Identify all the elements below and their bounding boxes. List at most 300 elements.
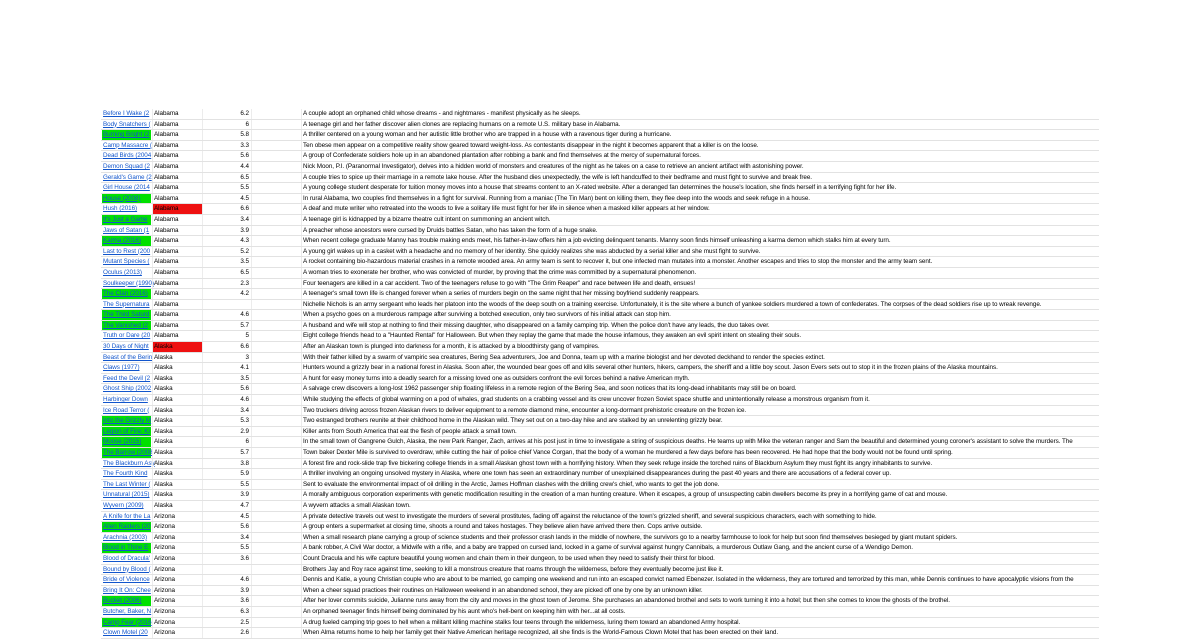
state-cell[interactable]: Alabama	[152, 130, 202, 140]
empty-cell[interactable]	[251, 300, 301, 310]
table-row[interactable]	[101, 628, 1099, 639]
rating-cell[interactable]: 4.5	[202, 194, 251, 204]
rating-cell[interactable]: 5.6	[202, 384, 251, 394]
empty-cell[interactable]	[251, 628, 301, 638]
state-cell[interactable]: Arizona	[152, 554, 202, 564]
table-row[interactable]	[101, 342, 1099, 353]
movie-title-link[interactable]: Blood of Dracula'	[103, 554, 150, 562]
table-row[interactable]	[101, 596, 1099, 607]
state-cell[interactable]: Alaska	[152, 374, 202, 384]
state-cell[interactable]: Arizona	[152, 512, 202, 522]
state-cell[interactable]: Alabama	[152, 162, 202, 172]
state-cell[interactable]: Arizona	[152, 607, 202, 617]
description-cell[interactable]: Killer ants from South America that eat the flesh of people attack a small town.	[301, 427, 1099, 437]
empty-cell[interactable]	[251, 490, 301, 500]
state-cell[interactable]: Alabama	[152, 226, 202, 236]
empty-cell[interactable]	[251, 459, 301, 469]
empty-cell[interactable]	[251, 406, 301, 416]
empty-cell[interactable]	[251, 310, 301, 320]
state-cell[interactable]: Alabama	[152, 141, 202, 151]
rating-cell[interactable]: 4.6	[202, 395, 251, 405]
description-cell[interactable]: Two estranged brothers reunite at their childhood home in the Alaskan wild. They set out on a two-day hike and are stalked by an unrelenting grizzly bear.	[301, 416, 1099, 426]
empty-cell[interactable]	[251, 130, 301, 140]
rating-cell[interactable]: 3.4	[202, 215, 251, 225]
description-cell[interactable]: After an Alaskan town is plunged into darkness for a month, it is attacked by a bloodthirsty gang of vampires.	[301, 342, 1099, 352]
rating-cell[interactable]: 4.6	[202, 575, 251, 585]
description-cell[interactable]: After her lover commits suicide, Julianne runs away from the city and moves in the ghost town of Jerome. She purchases an abandoned brothel and sets to work turning it into a hotel; but then she comes to know the ghosts of the brothel.	[301, 596, 1099, 606]
description-cell[interactable]: In the small town of Gangrene Gulch, Alaska, the new Park Ranger, Zach, arrives at his post just in time to investigate a string of suspicious deaths. He teams up with Mike the veteran ranger and Sam the beautiful and determined young coroner's assistant to solve the murders. The	[301, 437, 1099, 447]
rating-cell[interactable]: 5.9	[202, 469, 251, 479]
state-cell[interactable]: Alabama	[152, 120, 202, 130]
empty-cell[interactable]	[251, 448, 301, 458]
movie-title-link[interactable]: Mutant Species (	[103, 258, 150, 266]
state-cell[interactable]: Arizona	[152, 565, 202, 575]
empty-cell[interactable]	[251, 596, 301, 606]
description-cell[interactable]: A husband and wife will stop at nothing to find their missing daughter, who disappeared on a family camping trip. When the police don't have any leads, the duo takes over.	[301, 321, 1099, 331]
table-row[interactable]	[101, 162, 1099, 173]
empty-cell[interactable]	[251, 183, 301, 193]
description-cell[interactable]: A hunt for easy money turns into a deadly search for a missing loved one as outsiders confront the evil forces behind a native American myth.	[301, 374, 1099, 384]
empty-cell[interactable]	[251, 480, 301, 490]
empty-cell[interactable]	[251, 501, 301, 511]
empty-cell[interactable]	[251, 607, 301, 617]
state-cell[interactable]: Alaska	[152, 448, 202, 458]
movie-title-link[interactable]: Hush (2016)	[103, 205, 138, 213]
state-cell[interactable]: Alaska	[152, 459, 202, 469]
movie-title-link[interactable]: Ice Road Terror (	[103, 406, 150, 414]
movie-title-link[interactable]: Burning Bright (2	[103, 131, 150, 139]
empty-cell[interactable]	[251, 533, 301, 543]
table-row[interactable]	[101, 141, 1099, 152]
table-row[interactable]	[101, 279, 1099, 290]
description-cell[interactable]: When recent college graduate Manny has trouble making ends meet, his father-in-law offers him a job evicting delinquent tenants. Manny soon finds himself unleashing a karma demon which stalks him at every turn.	[301, 236, 1099, 246]
state-cell[interactable]: Alaska	[152, 490, 202, 500]
table-row[interactable]	[101, 384, 1099, 395]
rating-cell[interactable]: 6	[202, 120, 251, 130]
description-cell[interactable]: Brothers Jay and Roy race against time, seeking to kill a monstrous creature that roams through the wilderness, before they eventually become just like it.	[301, 565, 1099, 575]
description-cell[interactable]: In rural Alabama, two couples find themselves in a fight for survival. Running from a maniac (The Tin Man) bent on killing them, they flee deep into the woods and seek refuge in a house.	[301, 194, 1099, 204]
table-row[interactable]	[101, 480, 1099, 491]
description-cell[interactable]: A bank robber, A Civil War doctor, a Midwife with a rifle, and a baby are trapped on cursed land, locked in a game of survival against hungry Cannibals, a murderous Outlaw Gang, and the ancient curse of a Wendigo Demon.	[301, 543, 1099, 553]
table-row[interactable]	[101, 109, 1099, 120]
movie-title-link[interactable]: 30 Days of Night	[103, 343, 149, 351]
rating-cell[interactable]: 4.3	[202, 236, 251, 246]
rating-cell[interactable]: 5.8	[202, 130, 251, 140]
state-cell[interactable]: Alaska	[152, 363, 202, 373]
movie-title-link[interactable]: The Vanished (2	[102, 321, 151, 331]
rating-cell[interactable]: 5.3	[202, 416, 251, 426]
description-cell[interactable]: Four teenagers are killed in a car accident. Two of the teenagers refuse to go with "The Grim Reaper" and race between life and death, ensues!	[301, 279, 1099, 289]
table-row[interactable]	[101, 607, 1099, 618]
table-row[interactable]	[101, 236, 1099, 247]
empty-cell[interactable]	[251, 427, 301, 437]
rating-cell[interactable]: 6.6	[202, 204, 251, 214]
description-cell[interactable]: Sent to evaluate the environmental impact of oil drilling in the Arctic, James Hoffman clashes with the drilling crew's chief, who wants to get the job done.	[301, 480, 1099, 490]
empty-cell[interactable]	[251, 575, 301, 585]
movie-title-link[interactable]: Arachnia (2003)	[103, 533, 148, 541]
rating-cell[interactable]: 6.2	[202, 109, 251, 119]
movie-title-link[interactable]: The Blackburn Asy	[103, 459, 155, 467]
state-cell[interactable]: Alabama	[152, 300, 202, 310]
spreadsheet-grid[interactable]	[101, 109, 1099, 637]
state-cell[interactable]: Alaska	[152, 384, 202, 394]
rating-cell[interactable]: 2.3	[202, 279, 251, 289]
table-row[interactable]	[101, 469, 1099, 480]
description-cell[interactable]: A wyvern attacks a small Alaskan town.	[301, 501, 1099, 511]
description-cell[interactable]: Hunters wound a grizzly bear in a national forest in Alaska. Soon after, the wounded bear goes off and kills several other hunters, hikers, campers, the sheriff and a little boy scout. Jason Evers sets out to stop it in the frozen plains of the Alaska mountains.	[301, 363, 1099, 373]
state-cell[interactable]: Alabama	[152, 331, 202, 341]
movie-title-link[interactable]: Camp Fear (2016	[103, 618, 152, 626]
movie-title-link[interactable]: Gerald's Game (2	[103, 173, 152, 181]
movie-title-link[interactable]: Bring It On: Chee	[103, 586, 151, 594]
table-row[interactable]	[101, 416, 1099, 427]
description-cell[interactable]: A rocket containing bio-hazardous material crashes in a remote wooded area. An army team is sent to recover it, but one infected man mutates into a monster. Another escapes and tries to stop the monster and the army team sent.	[301, 257, 1099, 267]
table-row[interactable]	[101, 512, 1099, 523]
table-row[interactable]	[101, 173, 1099, 184]
table-row[interactable]	[101, 586, 1099, 597]
state-cell[interactable]: Alaska	[152, 406, 202, 416]
table-row[interactable]	[101, 427, 1099, 438]
empty-cell[interactable]	[251, 469, 301, 479]
empty-cell[interactable]	[251, 363, 301, 373]
rating-cell[interactable]: 4.6	[202, 310, 251, 320]
table-row[interactable]	[101, 395, 1099, 406]
movie-title-link[interactable]: Harbinger Down	[103, 396, 148, 404]
table-row[interactable]	[101, 374, 1099, 385]
state-cell[interactable]: Alabama	[152, 279, 202, 289]
empty-cell[interactable]	[251, 618, 301, 628]
state-cell[interactable]: Alabama	[152, 183, 202, 193]
movie-title-link[interactable]: Wyvern (2009)	[103, 501, 144, 509]
rating-cell[interactable]: 5.6	[202, 522, 251, 532]
empty-cell[interactable]	[251, 512, 301, 522]
empty-cell[interactable]	[251, 204, 301, 214]
rating-cell[interactable]: 3.5	[202, 257, 251, 267]
movie-title-link[interactable]: The Clan (2016)	[102, 289, 151, 299]
description-cell[interactable]: A teenager's small town life is changed forever when a series of murders begin on the same night that her missing boyfriend suddenly reappears.	[301, 289, 1099, 299]
description-cell[interactable]: When Alma returns home to help her family get their Native American heritage recognized, all she finds is the World-Famous Clown Motel that has been erected on their land.	[301, 628, 1099, 638]
rating-cell[interactable]: 2.5	[202, 618, 251, 628]
rating-cell[interactable]: 3.8	[202, 459, 251, 469]
rating-cell[interactable]: 2.6	[202, 628, 251, 638]
empty-cell[interactable]	[251, 522, 301, 532]
description-cell[interactable]: Ten obese men appear on a competitive reality show geared toward weight-loss. As contestants disappear in the night it becomes apparent that a killer is on the loose.	[301, 141, 1099, 151]
description-cell[interactable]: Two truckers driving across frozen Alaskan rivers to deliver equipment to a remote diamond mine, encounter a long-dormant prehistoric creature on the frozen ice.	[301, 406, 1099, 416]
rating-cell[interactable]: 4.4	[202, 162, 251, 172]
empty-cell[interactable]	[251, 565, 301, 575]
table-row[interactable]	[101, 522, 1099, 533]
empty-cell[interactable]	[251, 289, 301, 299]
movie-title-link[interactable]: The Last Winter (	[103, 480, 151, 488]
state-cell[interactable]: Alabama	[152, 236, 202, 246]
empty-cell[interactable]	[251, 247, 301, 257]
empty-cell[interactable]	[251, 226, 301, 236]
empty-cell[interactable]	[251, 141, 301, 151]
rating-cell[interactable]: 6.5	[202, 268, 251, 278]
description-cell[interactable]: Count Dracula and his wife capture beautiful young women and chain them in their dungeon, to be used when they need to satisfy their thirst for blood.	[301, 554, 1099, 564]
movie-title-link[interactable]: Dead Birds (2004	[103, 152, 152, 160]
empty-cell[interactable]	[251, 543, 301, 553]
movie-title-link[interactable]: Into the Grizzly M	[103, 417, 152, 425]
state-cell[interactable]: Alaska	[152, 342, 202, 352]
movie-title-link[interactable]: Unnatural (2015)	[103, 491, 150, 499]
empty-cell[interactable]	[251, 395, 301, 405]
state-cell[interactable]: Arizona	[152, 586, 202, 596]
movie-title-link[interactable]: A Knife for the La	[103, 512, 151, 520]
movie-title-link[interactable]: Alien Raiders (20	[103, 523, 151, 531]
rating-cell[interactable]	[202, 565, 251, 575]
table-row[interactable]	[101, 363, 1099, 374]
state-cell[interactable]: Alabama	[152, 321, 202, 331]
table-row[interactable]	[101, 247, 1099, 258]
rating-cell[interactable]	[202, 300, 251, 310]
movie-title-link[interactable]: Last to Rest (200	[103, 247, 151, 255]
description-cell[interactable]: Nichelle Nichols is an army sergeant who leads her platoon into the woods of the deep south on a training exercise. Unfortunately, it is the site where a bunch of yankee soldiers murdered a town of confederates. The corpses of the dead soldiers rise up to wreak revenge.	[301, 300, 1099, 310]
movie-title-link[interactable]: Body Snatchers (	[103, 120, 151, 128]
empty-cell[interactable]	[251, 162, 301, 172]
state-cell[interactable]: Arizona	[152, 596, 202, 606]
rating-cell[interactable]: 4.2	[202, 289, 251, 299]
description-cell[interactable]: A couple tries to spice up their marriage in a remote lake house. After the husband dies unexpectedly, the wife is left handcuffed to their bedframe and must fight to survive and break free.	[301, 173, 1099, 183]
empty-cell[interactable]	[251, 416, 301, 426]
table-row[interactable]	[101, 130, 1099, 141]
rating-cell[interactable]: 6.3	[202, 607, 251, 617]
description-cell[interactable]: A group enters a supermarket at closing time, shoots a round and takes hostages. They believe alien have arrived there then. Cops arrive outside.	[301, 522, 1099, 532]
table-row[interactable]	[101, 353, 1099, 364]
description-cell[interactable]: Town baker Dexter Mile is survived to overdraw, while cutting the hair of police chief Vance Corgan, that the body of a woman he murdered a few days before has been recovered. He had hope that the body would not be found until spring.	[301, 448, 1099, 458]
rating-cell[interactable]: 3.5	[202, 374, 251, 384]
state-cell[interactable]: Arizona	[152, 543, 202, 553]
movie-title-link[interactable]: House (2008)	[102, 194, 151, 204]
table-row[interactable]	[101, 215, 1099, 226]
description-cell[interactable]: A young college student desperate for tuition money moves into a house that streams content to an X-rated website. After a deranged fan determines the house's location, she finds herself in a terrifying fight for her life.	[301, 183, 1099, 193]
table-row[interactable]	[101, 204, 1099, 215]
movie-title-link[interactable]: Butcher, Baker, N	[103, 607, 152, 615]
table-row[interactable]	[101, 321, 1099, 332]
empty-cell[interactable]	[251, 374, 301, 384]
state-cell[interactable]: Alabama	[152, 310, 202, 320]
state-cell[interactable]: Alabama	[152, 268, 202, 278]
empty-cell[interactable]	[251, 353, 301, 363]
rating-cell[interactable]: 6.6	[202, 342, 251, 352]
empty-cell[interactable]	[251, 331, 301, 341]
movie-title-link[interactable]: Ghost Ship (2002	[103, 385, 152, 393]
table-row[interactable]	[101, 543, 1099, 554]
description-cell[interactable]: An orphaned teenager finds himself being dominated by his aunt who's hell-bent on keeping him with her...at all costs.	[301, 607, 1099, 617]
rating-cell[interactable]: 3.9	[202, 490, 251, 500]
state-cell[interactable]: Alaska	[152, 480, 202, 490]
state-cell[interactable]: Alabama	[152, 247, 202, 257]
empty-cell[interactable]	[251, 109, 301, 119]
rating-cell[interactable]: 2.9	[202, 427, 251, 437]
state-cell[interactable]: Alabama	[152, 257, 202, 267]
description-cell[interactable]: A morally ambiguous corporation experiments with genetic modification resulting in the creation of a man hunting creature. When it escapes, a group of unsuspecting cabin dwellers become its prey in a horrifying game of cat and mouse.	[301, 490, 1099, 500]
state-cell[interactable]: Alabama	[152, 215, 202, 225]
movie-title-link[interactable]: Bride of Violence	[103, 576, 150, 584]
movie-title-link[interactable]: Before I Wake (2	[103, 110, 150, 117]
empty-cell[interactable]	[251, 321, 301, 331]
table-row[interactable]	[101, 268, 1099, 279]
description-cell[interactable]: A couple adopt an orphaned child whose dreams - and nightmares - manifest physically as he sleeps.	[301, 109, 1099, 119]
empty-cell[interactable]	[251, 173, 301, 183]
movie-title-link[interactable]: Bucket (2006)	[102, 596, 151, 606]
table-row[interactable]	[101, 565, 1099, 576]
table-row[interactable]	[101, 533, 1099, 544]
movie-title-link[interactable]: Legion of Fire: Ki	[103, 427, 150, 435]
movie-title-link[interactable]: Karma (2016)	[102, 236, 151, 246]
movie-title-link[interactable]: Clown Motel (20	[103, 629, 148, 637]
movie-title-link[interactable]: Claws (1977)	[103, 364, 140, 372]
table-row[interactable]	[101, 151, 1099, 162]
table-row[interactable]	[101, 120, 1099, 131]
description-cell[interactable]: A drug fueled camping trip goes to hell when a militant killing machine stalks four teens through the wilderness, luring them toward an abandoned Army hospital.	[301, 618, 1099, 628]
state-cell[interactable]: Arizona	[152, 522, 202, 532]
empty-cell[interactable]	[251, 268, 301, 278]
rating-cell[interactable]: 3.4	[202, 406, 251, 416]
state-cell[interactable]: Alaska	[152, 395, 202, 405]
state-cell[interactable]: Alabama	[152, 194, 202, 204]
description-cell[interactable]: A forest fire and rock-slide trap five bickering college friends in a small Alaskan ghost town with a horrifying history. When they seek refuge inside the torched ruins of Blackburn Asylum they must fight its angry inhabitants to survive.	[301, 459, 1099, 469]
state-cell[interactable]: Arizona	[152, 618, 202, 628]
table-row[interactable]	[101, 300, 1099, 311]
description-cell[interactable]: A private detective travels out west to investigate the murders of several prostitutes, fading off against the reluctance of the town's grizzled sheriff, and several suspicious characters, each with something to hide.	[301, 512, 1099, 522]
description-cell[interactable]: A salvage crew discovers a long-lost 1962 passenger ship floating lifeless in a remote region of the Bering Sea, and soon notices that its long-dead inhabitants may still be on board.	[301, 384, 1099, 394]
state-cell[interactable]: Alaska	[152, 501, 202, 511]
description-cell[interactable]: A thriller centered on a young woman and her autistic little brother who are trapped in a house with a ravenous tiger during a hurricane.	[301, 130, 1099, 140]
movie-title-link[interactable]: It's Just a Game	[102, 215, 151, 225]
description-cell[interactable]: When a psycho goes on a murderous rampage after surviving a botched execution, only two survivors of his initial attack can stop him.	[301, 310, 1099, 320]
description-cell[interactable]: When a small research plane carrying a group of science students and their professor crash lands in the middle of nowhere, the survivors go to a nearby farmhouse to look for help but soon find themselves besieged by giant mutant spiders.	[301, 533, 1099, 543]
description-cell[interactable]: While studying the effects of global warming on a pod of whales, grad students on a crabbing vessel and its crew uncover frozen Soviet space shuttle and unintentionally release a monstrous organism from it.	[301, 395, 1099, 405]
empty-cell[interactable]	[251, 384, 301, 394]
description-cell[interactable]: A woman tries to exonerate her brother, who was convicted of murder, by proving that the crime was committed by a supernatural phenomenon.	[301, 268, 1099, 278]
empty-cell[interactable]	[251, 194, 301, 204]
rating-cell[interactable]: 3.3	[202, 141, 251, 151]
movie-title-link[interactable]: The Third Saturd	[103, 311, 150, 319]
rating-cell[interactable]: 4.5	[202, 512, 251, 522]
empty-cell[interactable]	[251, 437, 301, 447]
movie-title-link[interactable]: Blood in Thine E	[102, 543, 151, 553]
table-row[interactable]	[101, 406, 1099, 417]
movie-title-link[interactable]: Feed the Devil (2	[103, 374, 151, 382]
description-cell[interactable]: Dennis and Katie, a young Christian couple who are about to be married, go camping one weekend and run into an escaped convict named Ebenezer. Isolated in the wilderness, they are tortured and terrorized by this man, while Dennis continues to have apocalyptic visions from the	[301, 575, 1099, 585]
table-row[interactable]	[101, 289, 1099, 300]
description-cell[interactable]: Nick Moon, P.I. (Paranormal Investigator), delves into a hidden world of monsters and creatures of the night as he takes on a case to retrieve an ancient artifact with astonishing power.	[301, 162, 1099, 172]
empty-cell[interactable]	[251, 257, 301, 267]
rating-cell[interactable]: 3.6	[202, 554, 251, 564]
table-row[interactable]	[101, 554, 1099, 565]
description-cell[interactable]: A thriller involving an ongoing unsolved mystery in Alaska, where one town has seen an extraordinary number of unexplained disappearances during the past 40 years and there are accusations of a federal cover up.	[301, 469, 1099, 479]
table-row[interactable]	[101, 226, 1099, 237]
description-cell[interactable]: A young girl wakes up in a casket with a headache and no memory of her identity. She quickly realizes she was abducted by a serial killer and she must fight to survive.	[301, 247, 1099, 257]
state-cell[interactable]: Alabama	[152, 151, 202, 161]
movie-title-link[interactable]: The Barrow (2008	[103, 449, 153, 456]
state-cell[interactable]: Alabama	[152, 109, 202, 119]
table-row[interactable]	[101, 257, 1099, 268]
movie-title-link[interactable]: Camp Massacre (	[103, 141, 152, 149]
description-cell[interactable]: A deaf and mute writer who retreated into the woods to live a solitary life must fight for her life in silence when a masked killer appears at her window.	[301, 204, 1099, 214]
movie-title-link[interactable]: Jaws of Satan (1	[103, 226, 150, 234]
table-row[interactable]	[101, 490, 1099, 501]
movie-title-link[interactable]: Demon Squad (2	[103, 162, 150, 170]
empty-cell[interactable]	[251, 554, 301, 564]
state-cell[interactable]: Arizona	[152, 575, 202, 585]
movie-title-link[interactable]: Oculus (2013)	[103, 268, 142, 276]
empty-cell[interactable]	[251, 236, 301, 246]
rating-cell[interactable]: 3.9	[202, 226, 251, 236]
table-row[interactable]	[101, 459, 1099, 470]
state-cell[interactable]: Arizona	[152, 628, 202, 638]
table-row[interactable]	[101, 183, 1099, 194]
empty-cell[interactable]	[251, 586, 301, 596]
state-cell[interactable]: Alaska	[152, 437, 202, 447]
empty-cell[interactable]	[251, 151, 301, 161]
table-row[interactable]	[101, 331, 1099, 342]
rating-cell[interactable]: 3.9	[202, 586, 251, 596]
rating-cell[interactable]: 5.5	[202, 183, 251, 193]
rating-cell[interactable]: 5.2	[202, 247, 251, 257]
rating-cell[interactable]: 4.1	[202, 363, 251, 373]
rating-cell[interactable]: 3	[202, 353, 251, 363]
movie-title-link[interactable]: Moose (2015)	[102, 437, 151, 447]
state-cell[interactable]: Alaska	[152, 416, 202, 426]
rating-cell[interactable]: 6	[202, 437, 251, 447]
rating-cell[interactable]: 5.7	[202, 321, 251, 331]
state-cell[interactable]: Alaska	[152, 353, 202, 363]
rating-cell[interactable]: 5	[202, 331, 251, 341]
movie-title-link[interactable]: Beast of the Berin	[103, 353, 153, 361]
description-cell[interactable]: A teenage girl and her father discover alien clones are replacing humans on a remote U.S. military base in Alabama.	[301, 120, 1099, 130]
state-cell[interactable]: Alabama	[152, 173, 202, 183]
movie-title-link[interactable]: Girl House (2014	[103, 184, 150, 192]
table-row[interactable]	[101, 437, 1099, 448]
description-cell[interactable]: A teenage girl is kidnapped by a bizarre theatre cult intent on summoning an ancient witch.	[301, 215, 1099, 225]
empty-cell[interactable]	[251, 342, 301, 352]
description-cell[interactable]: A preacher whose ancestors were cursed by Druids battles Satan, who has taken the form of a huge snake.	[301, 226, 1099, 236]
state-cell[interactable]: Alaska	[152, 427, 202, 437]
table-row[interactable]	[101, 575, 1099, 586]
rating-cell[interactable]: 5.7	[202, 448, 251, 458]
empty-cell[interactable]	[251, 279, 301, 289]
empty-cell[interactable]	[251, 120, 301, 130]
description-cell[interactable]: Eight college friends head to a "Haunted Rental" for Halloween. But when they replay the game that made the house infamous, they awaken an evil spirit intent on stealing their souls.	[301, 331, 1099, 341]
table-row[interactable]	[101, 194, 1099, 205]
movie-title-link[interactable]: The Fourth Kind	[103, 470, 148, 478]
rating-cell[interactable]: 5.5	[202, 543, 251, 553]
movie-title-link[interactable]: Truth or Dare (20	[103, 332, 151, 340]
rating-cell[interactable]: 3.6	[202, 596, 251, 606]
rating-cell[interactable]: 6.5	[202, 173, 251, 183]
description-cell[interactable]: With their father killed by a swarm of vampiric sea creatures, Bering Sea adventurers, Joe and Donna, team up with a marine biologist and her devoted deckhand to render the species extinct.	[301, 353, 1099, 363]
state-cell[interactable]: Alaska	[152, 469, 202, 479]
state-cell[interactable]: Alabama	[152, 289, 202, 299]
movie-title-link[interactable]: Bound by Blood (	[103, 565, 151, 573]
rating-cell[interactable]: 3.4	[202, 533, 251, 543]
rating-cell[interactable]: 4.7	[202, 501, 251, 511]
state-cell[interactable]: Arizona	[152, 533, 202, 543]
table-row[interactable]	[101, 501, 1099, 512]
movie-title-link[interactable]: Soulkeeper (1990)	[103, 279, 154, 287]
table-row[interactable]	[101, 310, 1099, 321]
rating-cell[interactable]: 5.6	[202, 151, 251, 161]
table-row[interactable]	[101, 618, 1099, 629]
rating-cell[interactable]: 5.5	[202, 480, 251, 490]
table-row[interactable]	[101, 448, 1099, 459]
state-cell[interactable]: Alabama	[152, 204, 202, 214]
movie-title-link[interactable]: The Supernatura	[103, 300, 150, 308]
description-cell[interactable]: When a cheer squad practices their routines on Halloween weekend in an abandoned school, they are picked off one by one by an unknown killer.	[301, 586, 1099, 596]
description-cell[interactable]: A group of Confederate soldiers hole up in an abandoned plantation after robbing a bank and find themselves at the mercy of supernatural forces.	[301, 151, 1099, 161]
